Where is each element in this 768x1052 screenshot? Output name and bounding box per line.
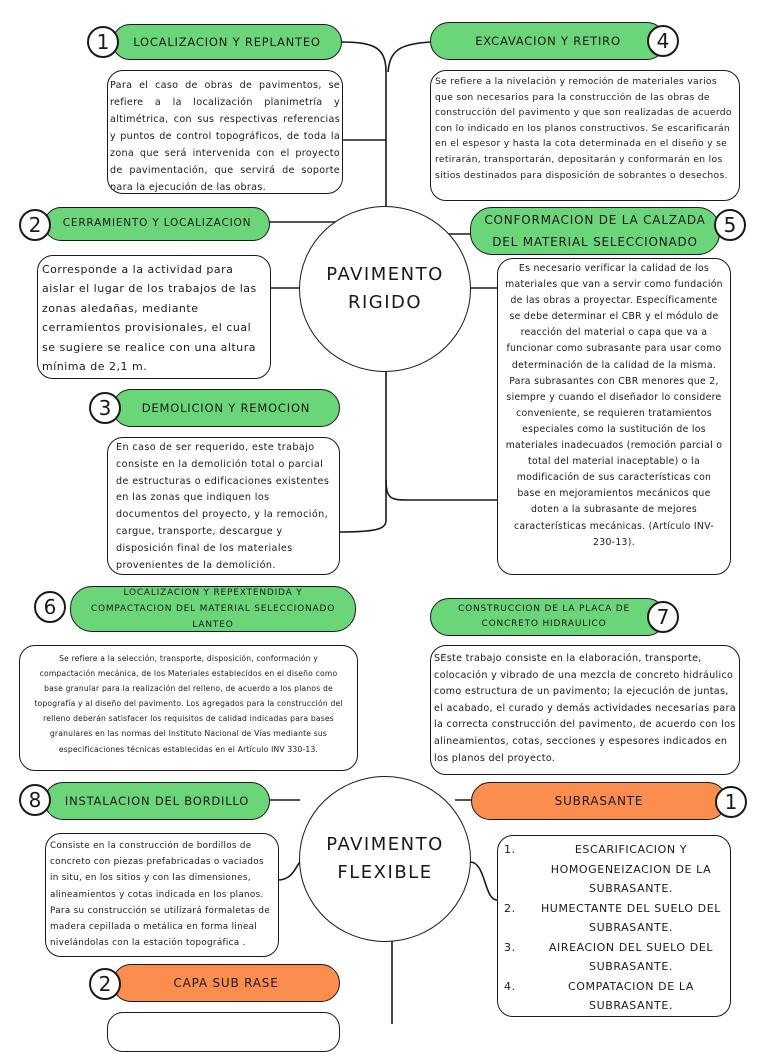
step-2-number: 2 bbox=[19, 209, 51, 241]
step-8-title: INSTALACION DEL BORDILLO bbox=[44, 782, 270, 820]
step-3-description: En caso de ser requerido, este trabajo consiste en la demolición total o parcial de estructuras o edificaciones existentes en las zonas que indiquen los documentos del proyecto, y la remoción, cargue, transporte, descargue y disposición final de los materiales provenientes de la demolición. bbox=[107, 437, 340, 575]
step-7-description: SEste trabajo consiste en la elaboración, transporte, colocación y vibrado de una mezcla de concreto hidráulico como estructura de un pavimento; la ejecución de juntas, el acabado, el curado y demás actividades necesarias para la correcta construcción del pavimento, de acuerdo con los alineamientos, cotas, secciones y espesores indicados en los planos del proyecto. bbox=[430, 645, 740, 775]
step-2-title: CERRAMIENTO Y LOCALIZACION bbox=[44, 207, 270, 241]
list-item: 3. AIREACION DEL SUELO DEL SUBRASANTE. bbox=[504, 940, 714, 973]
step-7-number: 7 bbox=[647, 601, 679, 633]
step-7-title: CONSTRUCCION DE LA PLACA DE CONCRETO HIDRAULICO bbox=[430, 598, 666, 636]
step-3-number: 3 bbox=[89, 392, 121, 424]
flexible-step-2-number: 2 bbox=[89, 968, 121, 1000]
step-5-number: 5 bbox=[714, 209, 746, 241]
step-2-description: Corresponde a la actividad para aislar el lugar de los trabajos de las zonas aledañas, mediante cerramientos provisionales, el cual se sugiere se realice con una altura mínima de 2,1 m. bbox=[37, 255, 271, 379]
step-6-title: LOCALIZACION Y REPEXTENDIDA Y COMPACTACION DEL MATERIAL SELECCIONADO LANTEO bbox=[70, 586, 356, 632]
list-item: 1. ESCARIFICACION Y HOMOGENEIZACION DE LA SUBRASANTE. bbox=[504, 843, 712, 895]
flexible-step-1-title: SUBRASANTE bbox=[471, 782, 727, 820]
step-4-title: EXCAVACION Y RETIRO bbox=[430, 22, 666, 60]
step-1-number: 1 bbox=[87, 26, 119, 58]
step-6-number: 6 bbox=[34, 591, 66, 623]
flexible-step-1-list bbox=[497, 835, 731, 1017]
flexible-step-2-title: CAPA SUB RASE bbox=[112, 964, 340, 1002]
list-item: 4. COMPATACION DE LA SUBRASANTE. bbox=[504, 979, 694, 1012]
step-5-title: CONFORMACION DE LA CALZADA DEL MATERIAL SELECCIONADO bbox=[470, 207, 720, 255]
flexible-step-2-description bbox=[107, 1012, 340, 1052]
step-3-title: DEMOLICION Y REMOCION bbox=[112, 389, 340, 427]
step-8-description: Consiste en la construcción de bordillos de concreto con piezas prefabricadas o vaciados in situ, en los sitios y con las dimensiones, alineamientos y cotas indicada en los planos. Para su construcción se utilizará formaletas de madera cepillada o metálica en forma lineal nivelándolas con la estación topográfica . bbox=[45, 833, 279, 957]
center-node-flexible: PAVIMENTO FLEXIBLE bbox=[299, 776, 471, 942]
list-item: 2. HUMECTANTE DEL SUELO DEL SUBRASANTE. bbox=[504, 901, 722, 934]
step-6-description: Se refiere a la selección, transporte, disposición, conformación y compactación mecánica, de los Materiales establecidos en el diseño como base granular para la realización del relleno, de acuerdo a los planos de topografía y al diseño del pavimento. Los agregados para la construcción del relleno deberán satisfacer los requisitos de calidad indicadas para bases granulares en las normas del Instituto Nacional de Vías mediante sus especificaciones técnicas establecidas en el Artículo INV 330-13. bbox=[19, 645, 358, 771]
step-1-description: Para el caso de obras de pavimentos, se refiere a la localización planimetría y altimétrica, con sus respectivas referencias y puntos de control topográficos, de toda la zona que será intervenida con el proyecto de pavimentación, que servirá de soporte para la ejecución de las obras. bbox=[107, 70, 343, 194]
step-5-description: Es necesario verificar la calidad de los materiales que van a servir como fundación de las obras a proyectar. Específicamente se debe determinar el CBR y el módulo de reacción del material o capa que va a funcionar como subrasante para usar como determinación de la calidad de la misma. Para subrasantes con CBR menores que 2, siempre y cuando el diseñador lo considere conveniente, se requieren tratamientos especiales como la sustitución de los materiales inadecuados (remoción parcial o total del material inaceptable) o la modificación de sus características con base en mejoramientos mecánicos que doten a la subrasante de mejores características mecánicas. (Artículo INV-230-13). bbox=[497, 258, 731, 575]
flexible-step-1-number: 1 bbox=[715, 786, 747, 818]
center-node-rigido: PAVIMENTO RIGIDO bbox=[299, 206, 471, 372]
step-8-number: 8 bbox=[19, 784, 51, 816]
step-4-description: Se refiere a la nivelación y remoción de materiales varios que son necesarios para la construcción de las obras de construcción del pavimento y que son realizadas de acuerdo con lo indicado en los planos constructivos. Se escarificarán en el espesor y hasta la cota determinada en el diseño y se retirarán, transportarán, depositarán y conformarán en los sitios destinados para disposición de sobrantes o desechos. bbox=[430, 70, 740, 201]
step-4-number: 4 bbox=[647, 25, 679, 57]
step-1-title: LOCALIZACION Y REPLANTEO bbox=[112, 24, 342, 60]
